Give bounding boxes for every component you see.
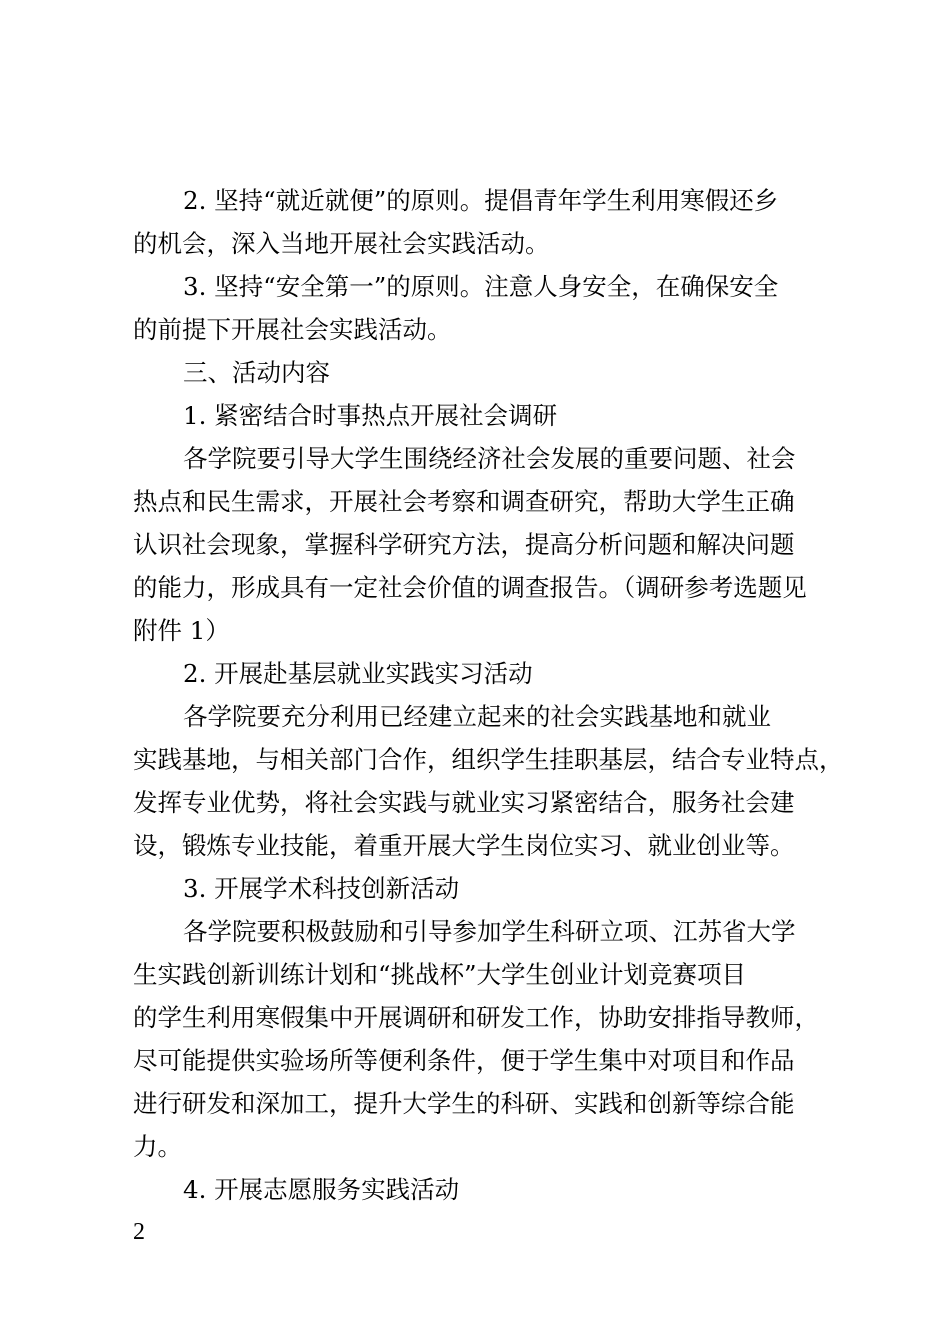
text-line: 实践基地，与相关部门合作，组织学生挂职基层，结合专业特点， — [133, 745, 844, 774]
text-line: 生实践创新训练计划和“挑战杯”大学生创业计划竞赛项目 — [133, 960, 747, 989]
text-line: 进行研发和深加工，提升大学生的科研、实践和创新等综合能 — [133, 1089, 795, 1118]
page-number: 2 — [133, 1219, 145, 1245]
text-line: 的能力，形成具有一定社会价值的调查报告。（调研参考选题见 — [133, 573, 807, 602]
text-line: 各学院要充分利用已经建立起来的社会实践基地和就业 — [183, 702, 771, 731]
subsection-heading: 1. 紧密结合时事热点开展社会调研 — [183, 401, 558, 430]
text-line: 的学生利用寒假集中开展调研和研发工作，协助安排指导教师， — [133, 1003, 819, 1032]
subsection-heading: 4. 开展志愿服务实践活动 — [183, 1175, 460, 1204]
subsection-heading: 2. 开展赴基层就业实践实习活动 — [183, 659, 533, 688]
text-line: 附件 1） — [133, 616, 230, 645]
text-line: 2. 坚持“就近就便”的原则。提倡青年学生利用寒假还乡 — [183, 186, 779, 215]
text-line: 尽可能提供实验场所等便利条件，便于学生集中对项目和作品 — [133, 1046, 795, 1075]
text-line: 力。 — [133, 1132, 182, 1161]
text-line: 3. 坚持“安全第一”的原则。注意人身安全，在确保安全 — [183, 272, 779, 301]
text-line: 的机会，深入当地开展社会实践活动。 — [133, 229, 550, 258]
section-heading: 三、活动内容 — [183, 358, 330, 387]
text-line: 的前提下开展社会实践活动。 — [133, 315, 452, 344]
text-line: 各学院要积极鼓励和引导参加学生科研立项、江苏省大学 — [183, 917, 796, 946]
subsection-heading: 3. 开展学术科技创新活动 — [183, 874, 460, 903]
text-line: 发挥专业优势，将社会实践与就业实习紧密结合，服务社会建 — [133, 788, 795, 817]
text-line: 热点和民生需求，开展社会考察和调查研究，帮助大学生正确 — [133, 487, 795, 516]
text-line: 各学院要引导大学生围绕经济社会发展的重要问题、社会 — [183, 444, 796, 473]
text-line: 设，锻炼专业技能，着重开展大学生岗位实习、就业创业等。 — [133, 831, 795, 860]
text-line: 认识社会现象，掌握科学研究方法，提高分析问题和解决问题 — [133, 530, 795, 559]
